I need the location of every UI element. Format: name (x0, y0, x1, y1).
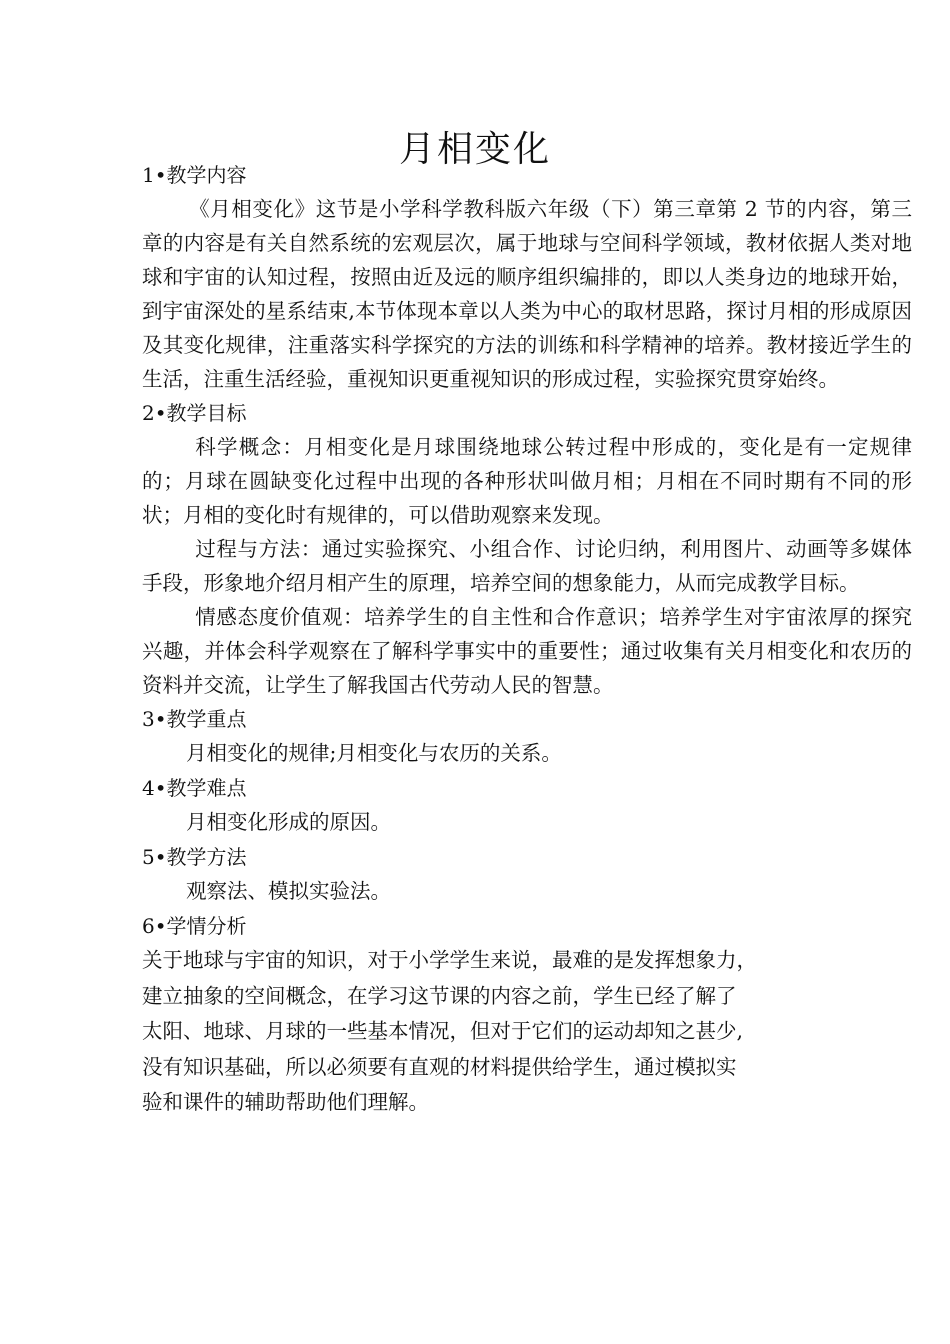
paragraph: 月相变化形成的原因。 (186, 810, 391, 834)
paragraph (142, 943, 802, 1121)
paragraph: 月相变化的规律;月相变化与农历的关系。 (186, 741, 562, 765)
paragraph: 《月相变化》这节是小学科学教科版六年级（下）第三章第 2 节的内容，第三章的内容是有关自然系统的宏观层次，属于地球与空间科学领域，教材依据人类对地球和宇宙的认知过程，按照由近及远的顺序组织编排的，即以人类身边的地球开始，到宇宙深处的星系结束,本节体现本章以人类为中心的取材思路，探讨月相的形成原因及其变化规律，注重落实科学探究的方法的训练和科学精神的培养。教材接近学生的生活，注重生活经验，重视知识更重视知识的形成过程，实验探究贯穿始终。 (142, 197, 912, 391)
document-body (142, 158, 912, 1121)
text-line: 关于地球与宇宙的知识，对于小学学生来说，最难的是发挥想象力， (142, 948, 757, 972)
section-teaching-method (142, 840, 912, 909)
paragraph: 过程与方法：通过实验探究、小组合作、讨论归纳，利用图片、动画等多媒体手段，形象地介绍月相产生的原理，培养空间的想象能力，从而完成教学目标。 (142, 537, 912, 595)
section-teaching-difficulty (142, 771, 912, 840)
section-teaching-content (142, 158, 912, 396)
paragraph: 情感态度价值观：培养学生的自主性和合作意识；培养学生对宇宙浓厚的探究兴趣，并体会科学观察在了解科学事实中的重要性；通过收集有关月相变化和农历的资料并交流，让学生了解我国古代劳动人民的智慧。 (142, 605, 912, 697)
page-title: 月相变化 (398, 129, 551, 171)
section-heading: 4•教学难点 (142, 776, 247, 800)
section-heading: 5•教学方法 (142, 845, 247, 869)
text-line: 建立抽象的空间概念，在学习这节课的内容之前，学生已经了解了 (142, 983, 737, 1008)
paragraph: 科学概念：月相变化是月球围绕地球公转过程中形成的，变化是有一定规律的；月球在圆缺变化过程中出现的各种形状叫做月相；月相在不同时期有不同的形状；月相的变化时有规律的，可以借助观察来发现。 (142, 435, 912, 527)
section-heading: 1•教学内容 (142, 163, 247, 187)
section-heading: 6•学情分析 (142, 914, 247, 938)
text-line: 太阳、地球、月球的一些基本情况，但对于它们的运动却知之甚少, (142, 1019, 744, 1043)
section-teaching-goals (142, 396, 912, 702)
paragraph: 观察法、模拟实验法。 (186, 879, 391, 903)
section-heading: 3•教学重点 (142, 707, 247, 731)
text-line: 验和课件的辅助帮助他们理解。 (142, 1090, 429, 1114)
section-student-analysis (142, 909, 912, 1121)
section-heading: 2•教学目标 (142, 401, 247, 425)
text-line: 没有知识基础，所以必须要有直观的材料提供给学生，通过模拟实 (142, 1054, 737, 1079)
section-teaching-focus (142, 702, 912, 771)
